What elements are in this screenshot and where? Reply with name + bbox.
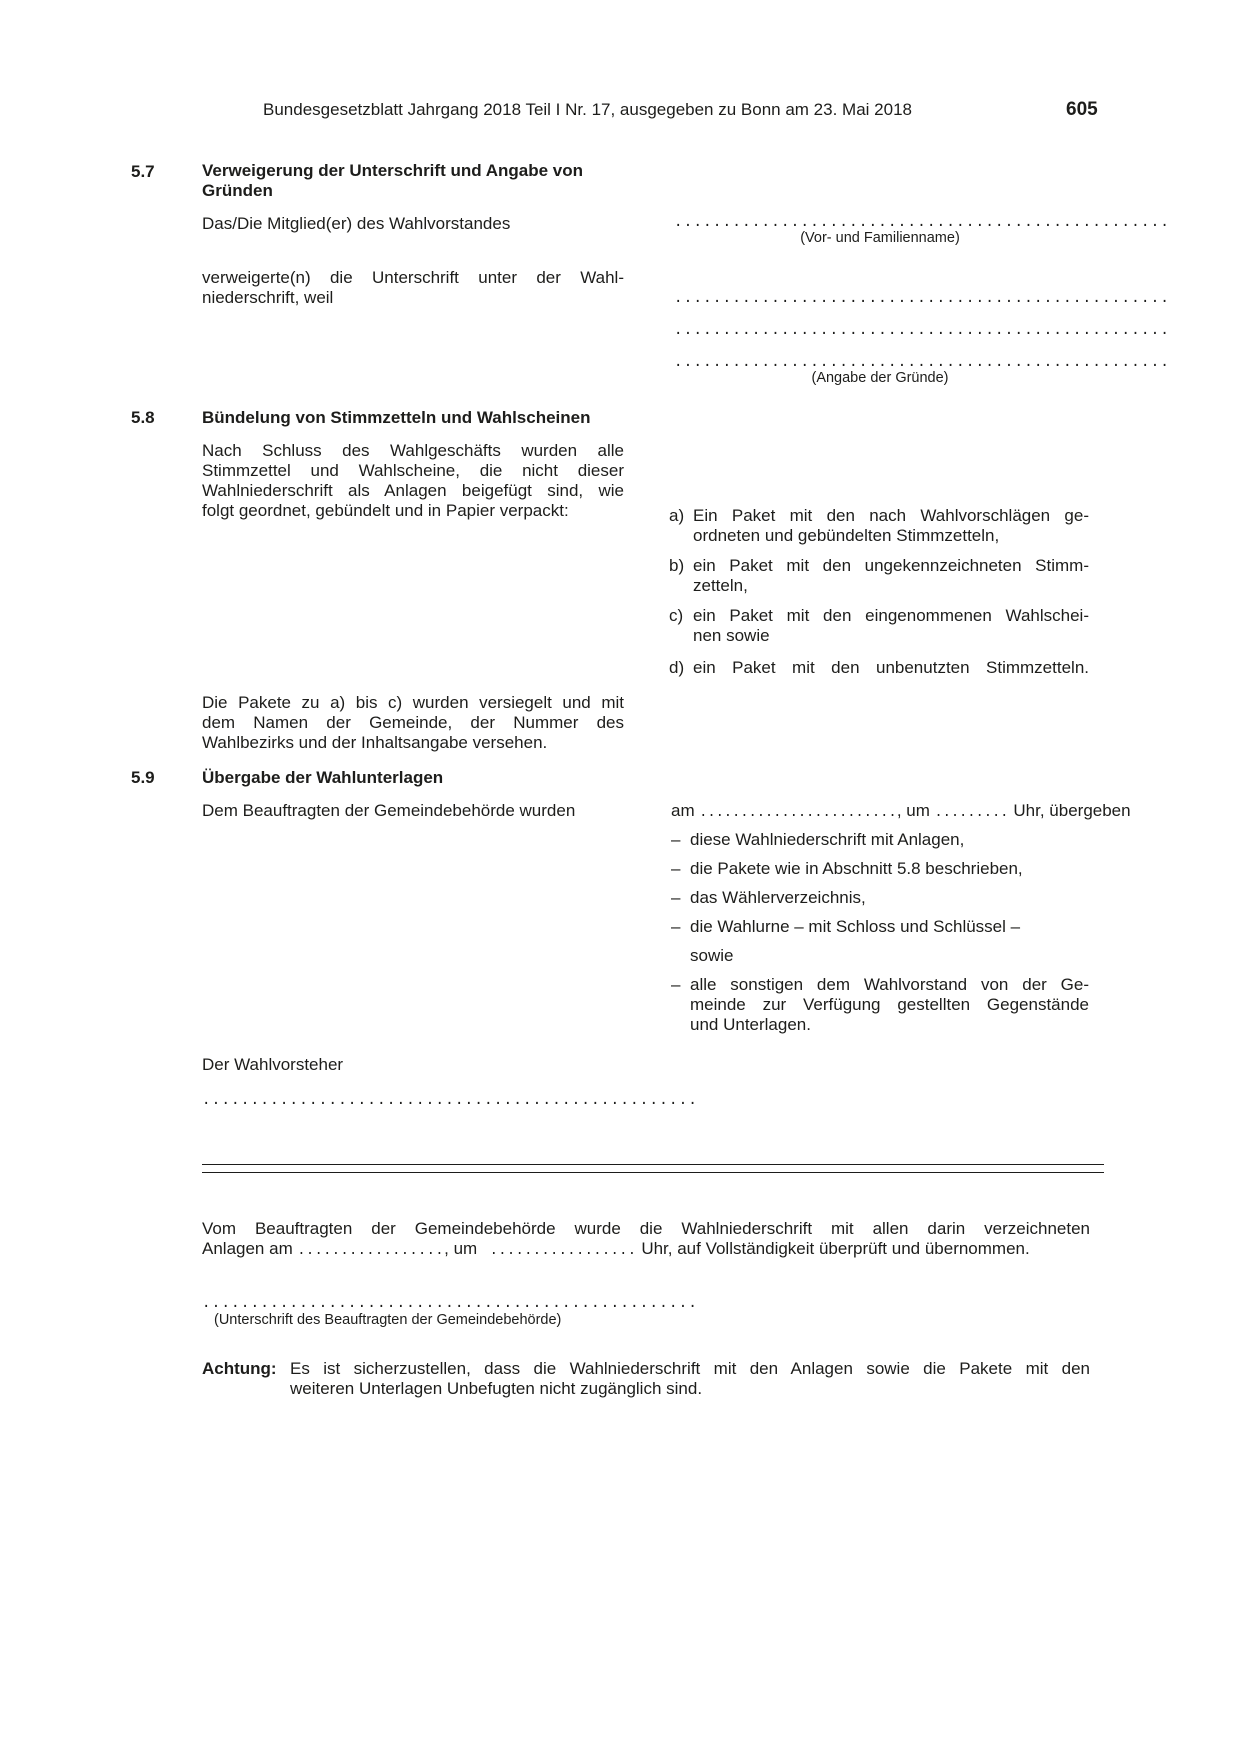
- chair-label: Der Wahlvorsteher: [202, 1055, 344, 1074]
- name-field[interactable]: ................................................... (Vor- und Familienname): [674, 214, 1171, 246]
- reason-field-3[interactable]: ................................................... (Angabe der Gründe): [674, 354, 1171, 386]
- section-heading: Übergabe der Wahlunterlagen: [202, 768, 444, 787]
- reason-field-1[interactable]: ...................................................: [674, 290, 1171, 306]
- list-item: – die Pakete wie in Abschnitt 5.8 beschrieben,: [671, 859, 1023, 878]
- list-item: b) ein Paket mit den ungekennzeichneten Stimm- zetteln,: [669, 556, 1089, 595]
- list-item: – alle sonstigen dem Wahlvorstand von der Ge- meinde zur Verfügung gestellten Gegenstände und Unterlagen.: [671, 975, 1089, 1034]
- list-item: a) Ein Paket mit den nach Wahlvorschlägen ge- ordneten und gebündelten Stimmzetteln,: [669, 506, 1089, 545]
- receipt-text: Vom Beauftragten der Gemeindebehörde wurde die Wahlniederschrift mit allen darin verzeichneten Anlagen am ................., um ................. Uhr, auf Vollständigkeit überprüft und übernommen.: [202, 1219, 1090, 1258]
- refused-text-cont: niederschrift, weil: [202, 288, 334, 307]
- section-heading: Bündelung von Stimmzetteln und Wahlscheinen: [202, 408, 591, 427]
- sealed-text: Die Pakete zu a) bis c) wurden versiegelt und mit dem Namen der Gemeinde, der Nummer des Wahlbezirks und der Inhaltsangabe versehen.: [202, 693, 624, 752]
- field-caption: (Unterschrift des Beauftragten der Gemeindebehörde): [214, 1312, 562, 1328]
- list-item: c) ein Paket mit den eingenommenen Wahlschei- nen sowie: [669, 606, 1089, 645]
- running-header: Bundesgesetzblatt Jahrgang 2018 Teil I Nr. 17, ausgegeben zu Bonn am 23. Mai 2018: [263, 100, 912, 119]
- section-number: 5.7: [131, 162, 155, 181]
- members-label: Das/Die Mitglied(er) des Wahlvorstandes: [202, 214, 511, 233]
- list-item: – das Wählerverzeichnis,: [671, 888, 866, 907]
- divider-line: [202, 1172, 1104, 1173]
- bundling-intro: Nach Schluss des Wahlgeschäfts wurden alle Stimmzettel und Wahlscheine, die nicht dieser Wahlniederschrift als Anlagen beigefügt sind, wie folgt geordnet, gebündelt und in Papier verpackt:: [202, 441, 624, 520]
- section-heading: Verweigerung der Unterschrift und Angabe von Gründen: [202, 161, 583, 200]
- handover-line: am ........................, um ......... Uhr, übergeben: [671, 801, 1131, 820]
- page-number: 605: [1066, 99, 1098, 120]
- field-caption: (Vor- und Familienname): [800, 230, 960, 246]
- section-number: 5.9: [131, 768, 155, 787]
- note-text: Es ist sicherzustellen, dass die Wahlniederschrift mit den Anlagen sowie die Pakete mit den weiteren Unterlagen Unbefugten nicht zugänglich sind.: [290, 1359, 1090, 1398]
- chair-signature-field[interactable]: ...................................................: [202, 1092, 699, 1108]
- date-field[interactable]: ........................: [699, 805, 897, 820]
- receipt-time-field[interactable]: .................: [489, 1243, 637, 1258]
- time-field[interactable]: .........: [934, 805, 1009, 820]
- section-number: 5.8: [131, 408, 155, 427]
- list-item: – die Wahlurne – mit Schloss und Schlüssel – sowie: [671, 917, 1021, 965]
- reason-field-2[interactable]: ...................................................: [674, 322, 1171, 338]
- official-signature-field[interactable]: ................................................... (Unterschrift des Beauftragten der Gemeindebehörde): [202, 1295, 699, 1328]
- divider-line: [202, 1164, 1104, 1165]
- refused-text: verweigerte(n) die Unterschrift unter der Wahl-: [202, 268, 624, 287]
- note-label: Achtung:: [202, 1359, 277, 1378]
- field-caption: (Angabe der Gründe): [811, 370, 949, 386]
- handover-intro: Dem Beauftragten der Gemeindebehörde wurden: [202, 801, 576, 820]
- list-item: – diese Wahlniederschrift mit Anlagen,: [671, 830, 965, 849]
- receipt-date-field[interactable]: .................: [297, 1243, 445, 1258]
- list-item: d) ein Paket mit den unbenutzten Stimmzetteln.: [669, 658, 1089, 677]
